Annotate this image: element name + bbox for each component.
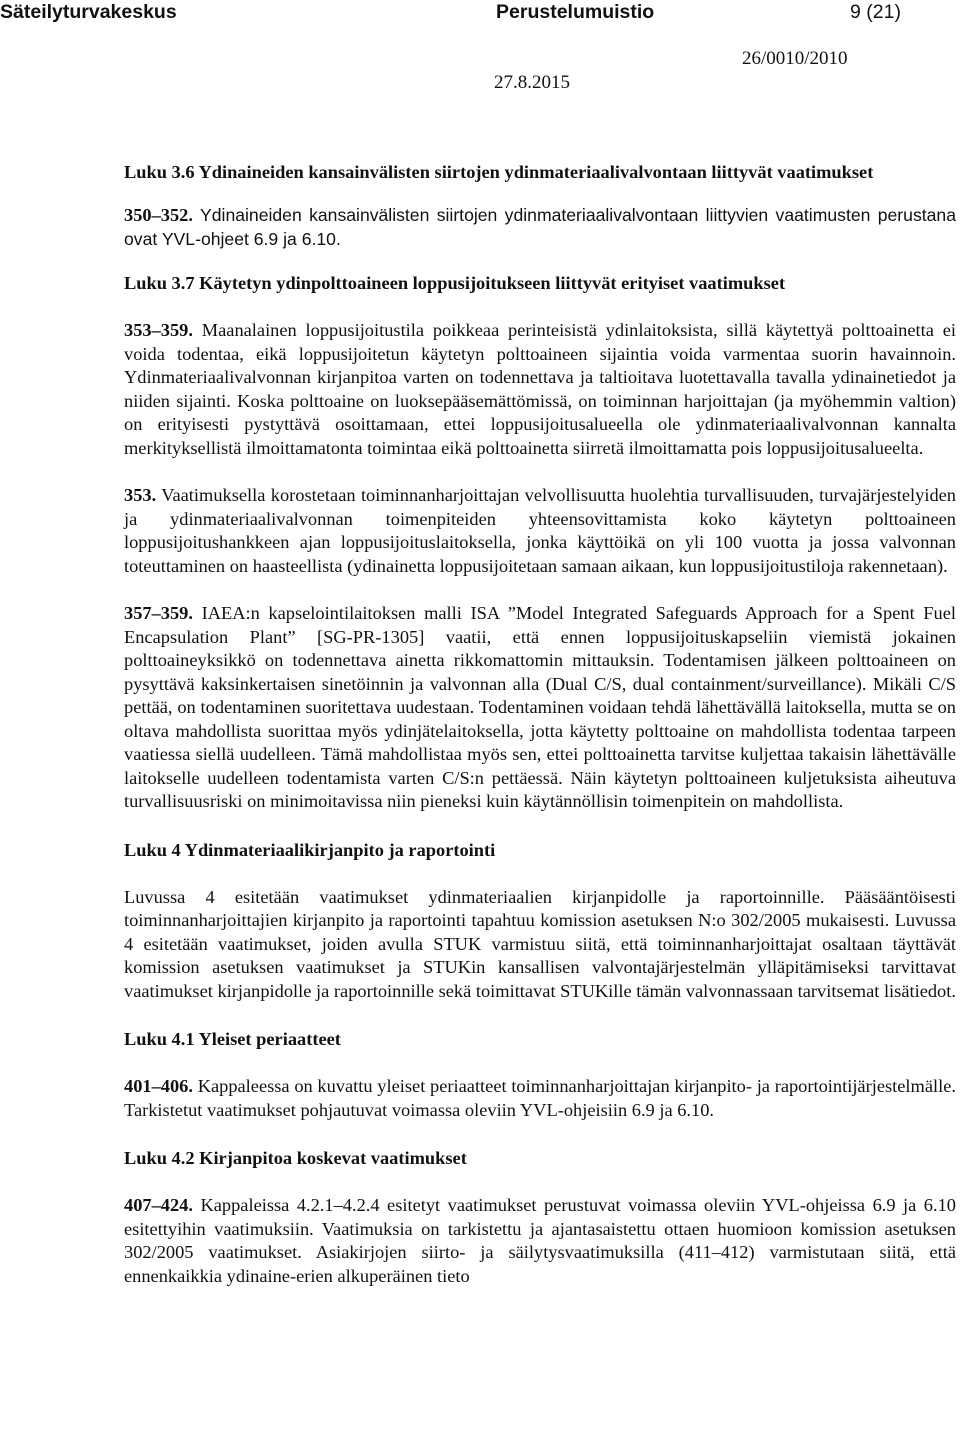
paragraph-number: 407–424. — [124, 1195, 193, 1215]
paragraph-text: Maanalainen loppusijoitustila poikkeaa perinteisistä ydinlaitoksista, sillä käytettyä polttoainetta ei voida todentaa, eikä loppusijoitetun käytetyn polttoaineen sijaintia voida varmentaa suorin havainnoin. Ydinmateriaalivalvonnan kirjanpitoa varten on todennettava ja taltioitava luotettavalla tavalla ydinainetiedot ja niiden sijainti. Koska polttoaine on luoksepääsemättömissä, on toiminnan harjoittajan (ja myöhemmin valtion) on erityisesti pystyttävä osoittamaan, ettei loppusijoitusalueella ole ydinmateriaalivalvonnan kannalta merkityksellistä ilmoittamatonta toimintaa eikä polttoainetta siirretä ilmoittamatta pois loppusijoitusalueelta. — [124, 320, 956, 458]
paragraph-number: 353. — [124, 485, 157, 505]
paragraph-353 — [124, 484, 956, 578]
header-date: 27.8.2015 — [494, 72, 570, 93]
document-body — [124, 160, 956, 1288]
header-document-type: Perustelumuistio — [496, 1, 655, 23]
paragraph-353-359 — [124, 319, 956, 460]
header-page-number: 9 (21) — [850, 1, 901, 23]
paragraph-number: 353–359. — [124, 320, 193, 340]
paragraph-number: 350–352. — [124, 205, 193, 225]
paragraph-luku-4-intro: Luvussa 4 esitetään vaatimukset ydinmateriaalien kirjanpidolle ja raportoinnille. Pääsääntöisesti toiminnanharjoittajien kirjanpito ja raportointi tapahtuu komission asetuksen N:o 302/2005 mukaisesti. Luvussa 4 esitetään vaatimukset, joiden avulla STUK varmistuu siitä, että toiminnanharjoittajat osaltaan täyttävät komission asetuksen vaatimukset ja STUKin kansallisen valvontajärjestelmän ylläpitämiseksi tarvittavat vaatimukset kirjanpidolle ja raportoinnille sekä toimittavat STUKille tämän valvonnassaan tarvitsemat lisätiedot. — [124, 886, 956, 1001]
paragraph-text: Kappaleissa 4.2.1–4.2.4 esitetyt vaatimukset perustuvat voimassa oleviin YVL-ohjeissa 6.9 ja 6.10 esitettyihin vaatimuksiin. Vaatimuksia on tarkistettu ja ajantasaistettu ottaen huomioon komission asetuksen 302/2005 vaatimukset. Asiakirjojen siirto- ja säilytysvaatimuksilla (411–412) varmistutaan siitä, että ennenkaikkia ydinaine-erien alkuperäinen tieto — [124, 1195, 956, 1286]
paragraph-text: IAEA:n kapselointilaitoksen malli ISA ”Model Integrated Safeguards Approach for a Spent Fuel Encapsulation Plant” [SG-PR-1305] vaatii, että ennen loppusijoituskapseliin viemistä jokainen polttoaineyksikkö on todennettava ainetta rikkomattomin mittauksin. Todentamisen jälkeen polttoaineen on pysyttävä kaksinkertaisen sinetöinnin ja valvonnan alla (Dual C/S, dual containment/surveillance). Mikäli C/S pettää, on todentaminen suoritettava uudestaan. Todentaminen voidaan tehdä lähettävällä laitoksella, mutta se on oltava mahdollista suorittaa myös ydinjätelaitoksella, jotta käytetty polttoaine on mahdollista todentaa tarpeen vaatiessa siellä uudelleen. Tämä mahdollistaa myös sen, ettei polttoainetta tarvitse kuljettaa takaisin lähettävälle laitokselle uudelleen todentamista varten C/S:n pettäessä. Näin käytetyn polttoaineen kuljetuksista aiheutuva turvallisuusriski on minimoitavissa niin pieneksi kuin käytännöllisin toimenpitein on mahdollista. — [124, 603, 956, 811]
header-organization: Säteilyturvakeskus — [0, 1, 177, 23]
section-heading-4: Luku 4 Ydinmateriaalikirjanpito ja raportointi — [124, 839, 496, 860]
section-heading-4-2: Luku 4.2 Kirjanpitoa koskevat vaatimukset — [124, 1148, 467, 1168]
paragraph-350-352 — [124, 204, 956, 251]
paragraph-401-406 — [124, 1075, 956, 1122]
header-reference-number: 26/0010/2010 — [742, 48, 848, 69]
paragraph-text: Kappaleessa on kuvattu yleiset periaatteet toiminnanharjoittajan kirjanpito- ja raportointijärjestelmälle. Tarkistetut vaatimukset pohjautuvat voimassa oleviin YVL-ohjeisiin 6.9 ja 6.10. — [124, 1076, 956, 1120]
section-heading-3-7: Luku 3.7 Käytetyn ydinpolttoaineen loppusijoitukseen liittyvät erityiset vaatimukset — [124, 273, 786, 293]
section-heading-4-1: Luku 4.1 Yleiset periaatteet — [124, 1029, 341, 1049]
paragraph-text: Vaatimuksella korostetaan toiminnanharjoittajan velvollisuutta huolehtia turvallisuuden, turvajärjestelyiden ja ydinmateriaalivalvonnan toimenpiteiden yhteensovittamista koko käytetyn polttoaineen loppusijoitushankkeen ajan loppusijoituslaitoksella, jonka käyttöikä on yli 100 vuotta ja jossa valvonnan toteuttaminen on haasteellista (ydinainetta loppusijoitetaan samaan aikaan, kun loppusijoitustiloja rakennetaan). — [124, 485, 956, 576]
paragraph-357-359 — [124, 602, 956, 814]
paragraph-407-424 — [124, 1194, 956, 1288]
paragraph-text: Ydinaineiden kansainvälisten siirtojen ydinmateriaalivalvontaan liittyvien vaatimusten perustana ovat YVL-ohjeet 6.9 ja 6.10. — [124, 205, 956, 249]
paragraph-number: 401–406. — [124, 1076, 193, 1096]
section-heading-3-6: Luku 3.6 Ydinaineiden kansainvälisten siirtojen ydinmateriaalivalvontaan liittyvät vaatimukset — [124, 162, 874, 182]
paragraph-number: 357–359. — [124, 603, 193, 623]
